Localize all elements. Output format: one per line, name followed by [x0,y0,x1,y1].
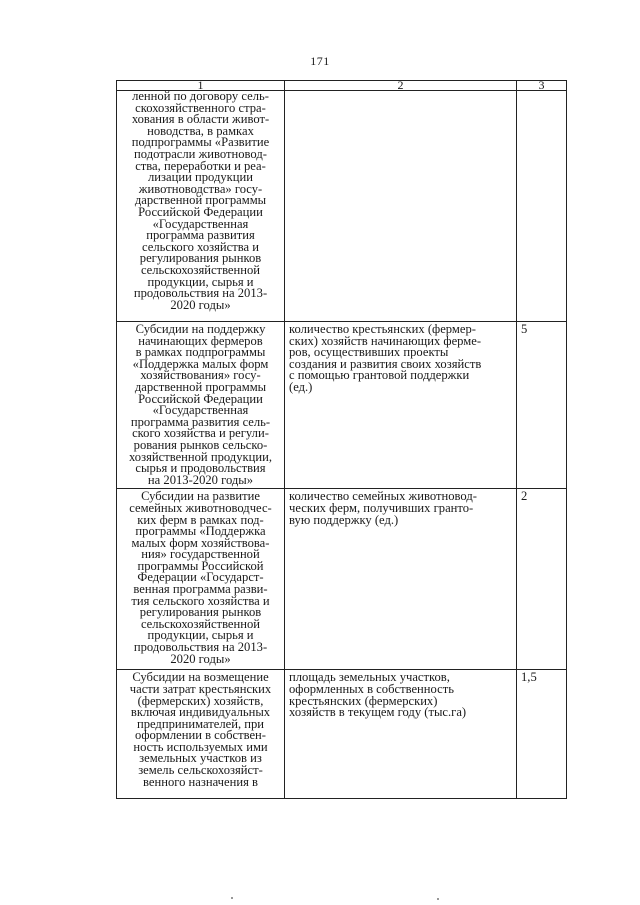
text-line: продукции, сырья и [147,628,254,643]
value-cell: 2 [517,489,567,670]
text-line: начинающих фермеров [138,333,263,348]
text-line: оформлении в собствен- [135,728,266,743]
text-line: продовольствия на 2013- [133,640,268,655]
text-line: земельных участков из [139,751,262,766]
text-line: части затрат крестьянских [129,681,272,696]
subsidy-description-cell [117,91,285,322]
text-line: Субсидии на поддержку [135,322,266,336]
text-line: включая индивидуальных [130,705,271,720]
table-row [117,91,567,322]
text-line: в рамках подпрограммы [135,345,266,360]
text-line: ния» государственной [141,547,260,562]
text-line: количество семейных животновод- [289,489,477,504]
text-line: количество крестьянских (фермер- [289,322,476,336]
value-cell: 1,5 [517,670,567,799]
table-header-row [117,81,567,91]
text-line: Российской Федерации [138,204,263,219]
subsidy-description-cell [117,322,285,489]
text-line: ских) хозяйств начинающих ферме- [289,333,482,348]
text-line: продукции, сырья и [147,274,254,289]
column-header-3: 3 [517,81,567,91]
scan-speck [231,897,233,899]
text-line: новодства, в рамках [147,123,254,138]
table-row [117,489,567,670]
text-line: (ед.) [289,379,313,394]
text-line: программа развития [146,228,255,243]
text-line: венного назначения в [143,774,258,789]
text-line: 2020 годы» [170,651,231,666]
text-line: венная программа разви- [133,582,268,597]
text-line: ленной по договору сель- [132,90,269,103]
text-line: (фермерских) хозяйств, [137,693,264,708]
text-line: рования рынков сельско- [133,437,268,452]
text-line: хозяйственной продукции, [128,449,272,464]
column-header-2: 2 [285,81,517,91]
text-line: ность используемых ими [133,739,268,754]
text-line: семейных животноводчес- [129,500,272,515]
text-line: продовольствия на 2013- [133,286,268,301]
indicator-cell [285,322,517,489]
text-line: на 2013-2020 годы» [147,472,254,487]
text-line: Субсидии на развитие [141,489,260,504]
value-cell: 5 [517,322,567,489]
text-line: сельского хозяйства и [142,239,259,254]
text-line: создания и развития своих хозяйств [289,356,482,371]
text-line: оформленных в собственность [289,681,454,696]
text-line: дарственной программы [134,379,267,394]
text-line: с помощью грантовой поддержки [289,368,470,383]
value-cell [517,91,567,322]
text-line: сельскохозяйственной [140,616,261,631]
text-line: «Государственная [152,403,249,418]
text-line: ства, переработки и реа- [135,158,266,173]
table-row [117,670,567,799]
text-line: животноводства» госу- [138,181,263,196]
text-line: подпрограммы «Развитие [131,135,270,150]
text-line: ского хозяйства и регули- [132,426,269,441]
indicator-cell [285,670,517,799]
text-line: 2020 годы» [170,297,231,312]
text-line: «Поддержка малых форм [132,356,269,371]
text-line: регулирования рынков [139,251,262,266]
page-number: 171 [310,54,330,68]
text-line: хозяйствования» госу- [140,368,261,383]
indicator-cell [285,489,517,670]
text-line: «Государственная [152,216,249,231]
subsidy-description-cell [117,670,285,799]
subsidy-description-cell [117,489,285,670]
indicators-table [116,80,567,799]
text-line: регулирования рынков [139,605,262,620]
text-line: вую поддержку (ед.) [289,512,399,527]
scan-speck [437,898,439,900]
indicator-cell [285,91,517,322]
text-line: малых форм хозяйствова- [131,535,270,550]
text-line: сырья и продовольствия [135,461,266,476]
column-header-1: 1 [117,81,285,91]
text-line: предпринимателей, при [136,716,265,731]
text-line: скохозяйственного стра- [135,100,266,115]
text-line: хования в области живот- [131,112,270,127]
text-line: подотрасли животновод- [134,146,267,161]
text-line: хозяйств в текущем году (тыс.га) [289,705,467,720]
text-line: лизации продукции [148,170,253,185]
text-line: программа развития сель- [130,414,271,429]
text-line: ких ферм в рамках под- [137,512,264,527]
text-line: ров, осуществивших проекты [289,345,449,360]
text-line: ческих ферм, получивших гранто- [289,500,474,515]
text-line: Российской Федерации [138,391,263,406]
text-line: площадь земельных участков, [289,670,450,685]
text-line: крестьянских (фермерских) [289,693,438,708]
text-line: дарственной программы [134,193,267,208]
text-line: Субсидии на возмещение [132,670,269,685]
text-line: Федерации «Государст- [137,570,264,585]
text-line: программы «Поддержка [135,524,266,539]
text-line: тия сельского хозяйства и [131,593,270,608]
text-line: земель сельскохозяйст- [138,763,263,778]
text-line: программы Российской [137,558,264,573]
table-row [117,322,567,489]
text-line: сельскохозяйственной [140,262,261,277]
